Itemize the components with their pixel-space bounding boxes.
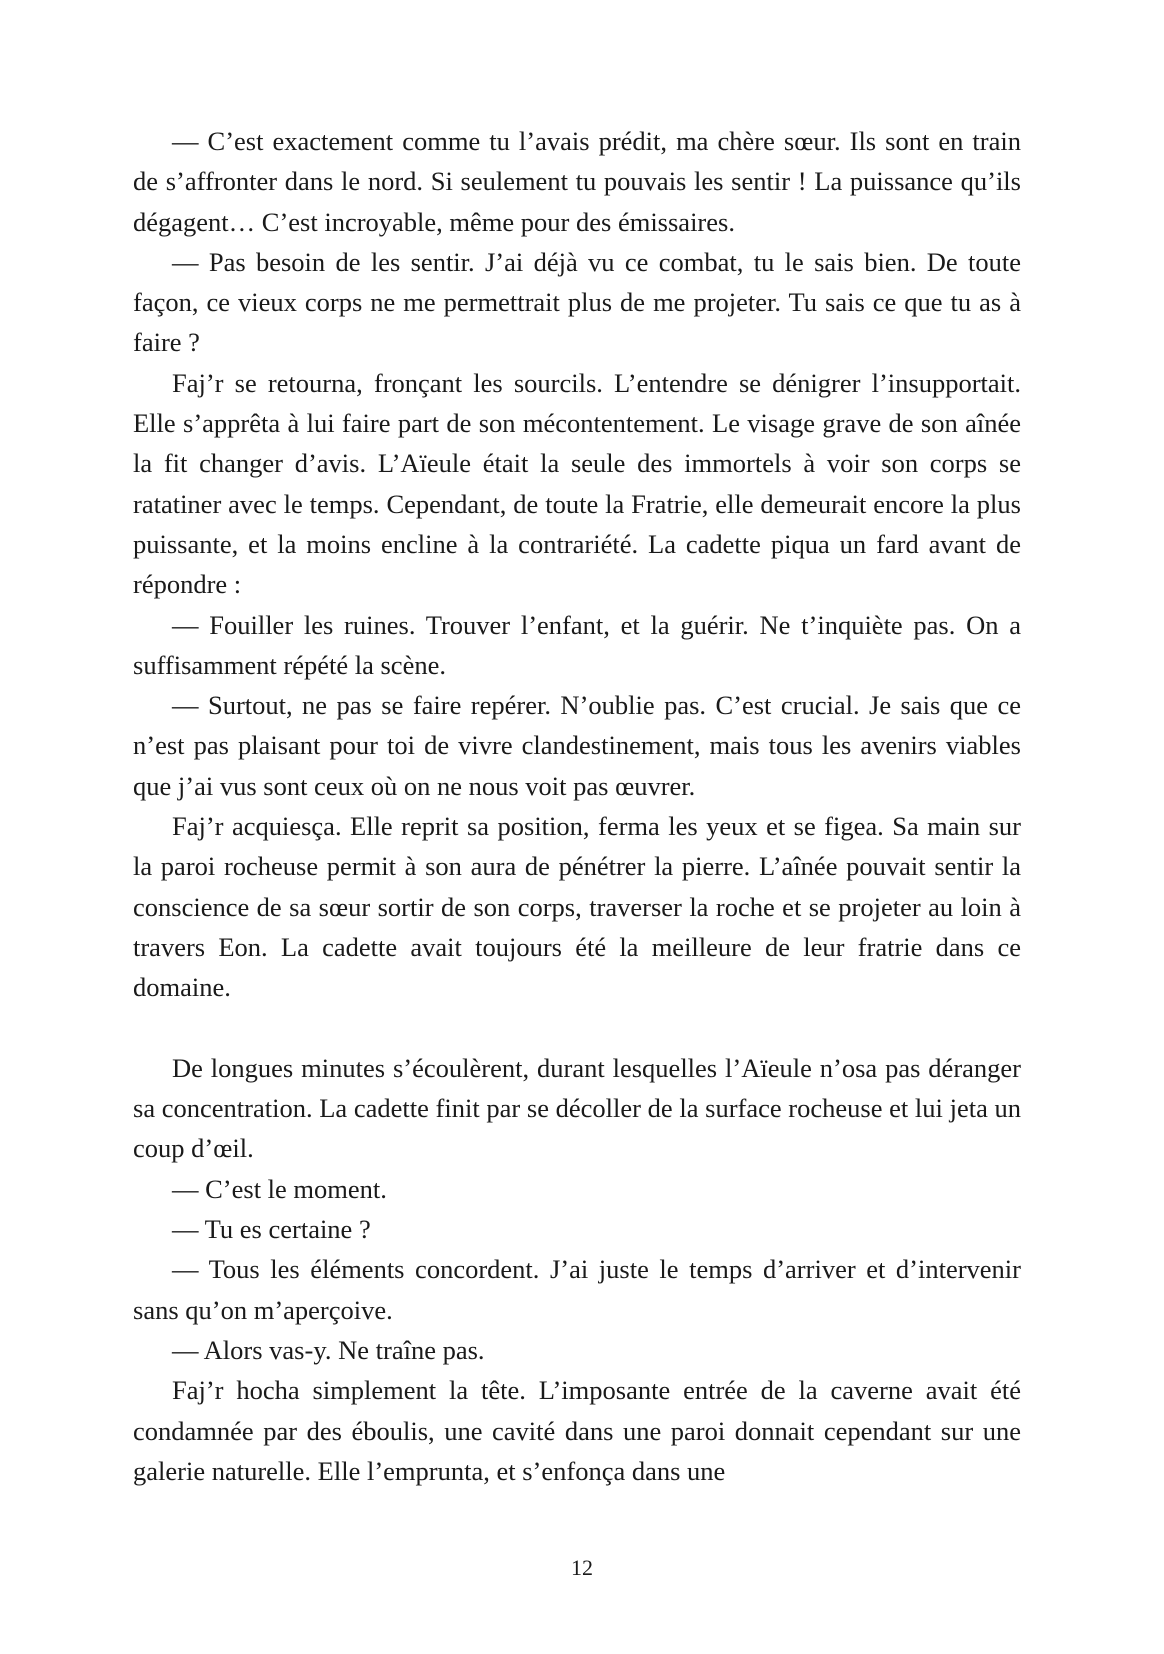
page-number: 12 [571,1555,593,1580]
scene-break [133,1008,1021,1048]
dialogue-paragraph: — Pas besoin de les sentir. J’ai déjà vu ce combat, tu le sais bien. De toute façon, ce vieux corps ne me permettrait plus de me projeter. Tu sais ce que tu as à faire ? [133,246,1021,358]
dialogue-paragraph: — Alors vas-y. Ne traîne pas. [172,1334,485,1365]
dialogue-paragraph: — Tu es certaine ? [172,1214,371,1245]
narrative-paragraph: Faj’r acquiesça. Elle reprit sa position, ferma les yeux et se figea. Sa main sur la paroi rocheuse permit à son aura de pénétrer la pierre. L’aînée pouvait sentir la conscience de sa sœur sortir de son corps, traverser la roche et se projeter au loin à travers Eon. La cadette avait toujours été la meilleure de leur fratrie dans ce domaine. [133,811,1021,1003]
narrative-paragraph: Faj’r se retourna, fronçant les sourcils. L’entendre se dénigrer l’insupportait. Elle s’apprêta à lui faire part de son mécontentement. Le visage grave de son aînée la fit changer d’avis. L’Aïeule était la seule des immortels à voir son corps se ratatiner avec le temps. Cependant, de toute la Fratrie, elle demeurait encore la plus puissante, et la moins encline à la contrariété. La cadette piqua un fard avant de répondre : [133,367,1021,600]
dialogue-paragraph: — C’est exactement comme tu l’avais prédit, ma chère sœur. Ils sont en train de s’affronter dans le nord. Si seulement tu pouvais les sentir ! La puissance qu’ils dégagent… C’est incroyable, même pour des émissaires. [133,126,1021,237]
dialogue-paragraph: — Fouiller les ruines. Trouver l’enfant, et la guérir. Ne t’inquiète pas. On a suffisamment répété la scène. [133,609,1021,680]
page-body [133,121,1021,1491]
narrative-paragraph: Faj’r hocha simplement la tête. L’imposante entrée de la caverne avait été condamnée par des éboulis, une cavité dans une paroi donnait cependant sur une galerie naturelle. Elle l’emprunta, et s’enfonça dans une [133,1375,1021,1486]
dialogue-paragraph: — Surtout, ne pas se faire repérer. N’oublie pas. C’est crucial. Je sais que ce n’est pas plaisant pour toi de vivre clandestinement, mais tous les avenirs viables que j’ai vus sont ceux où on ne nous voit pas œuvrer. [133,690,1021,801]
dialogue-paragraph: — C’est le moment. [172,1173,387,1204]
dialogue-paragraph: — Tous les éléments concordent. J’ai juste le temps d’arriver et d’intervenir sans qu’on m’aperçoive. [133,1254,1021,1325]
narrative-paragraph: De longues minutes s’écoulèrent, durant lesquelles l’Aïeule n’osa pas déranger sa concentration. La cadette finit par se décoller de la surface rocheuse et lui jeta un coup d’œil. [133,1052,1021,1164]
